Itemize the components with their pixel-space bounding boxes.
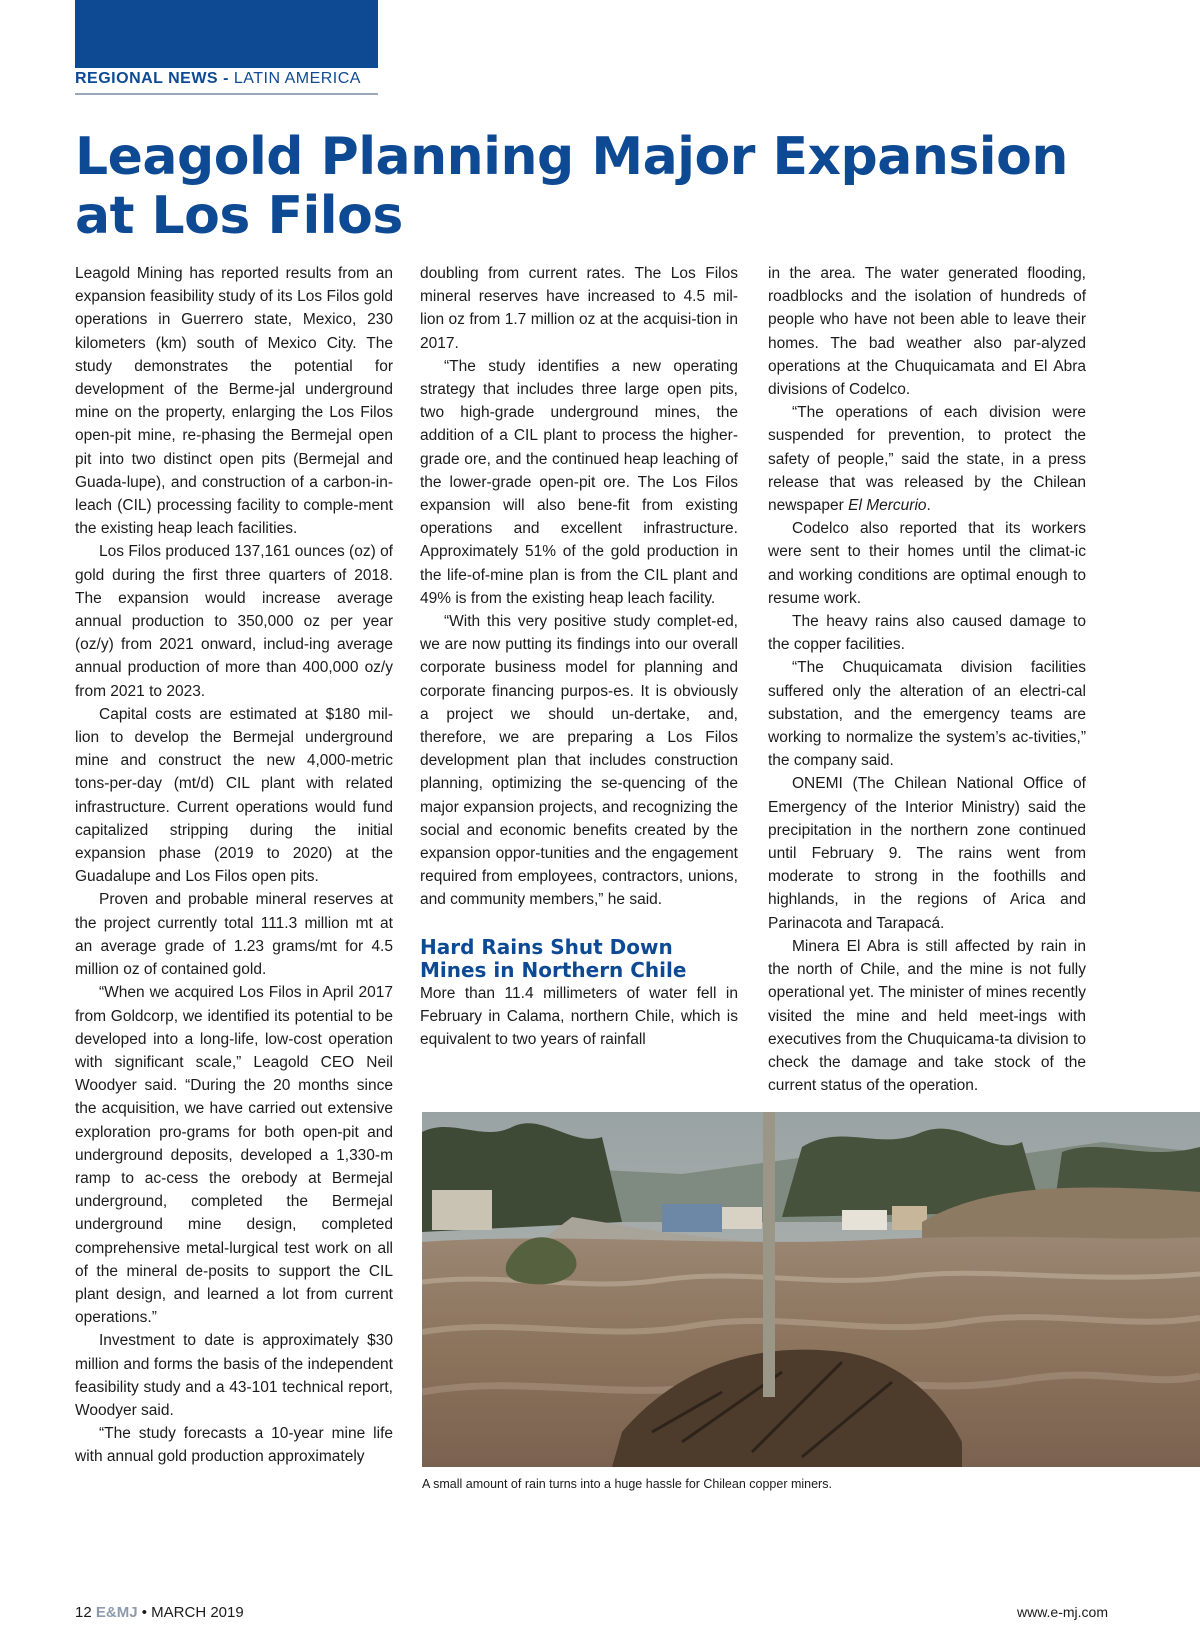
quote-text: “The operations of each division were suspended for prevention, to protect the safety of people,” said the state, in a press release that was released by the Chilean newspaper [768, 404, 1086, 515]
article-headline: Leagold Planning Major Expansion at Los Filos [75, 127, 1068, 246]
section-rule [75, 93, 378, 95]
magazine-brand: E&MJ [95, 1604, 138, 1621]
paragraph: ONEMI (The Chilean National Office of Emergency of the Interior Ministry) said the precipitation in the northern zone continued until February 9. The rains went from moderate to strong in the foothills and highlands, in the regions of Arica and Parinacota and Tarapacá. [768, 775, 1086, 932]
article-column-2 [420, 262, 738, 1051]
section-label [75, 70, 361, 88]
section-label-secondary: LATIN AMERICA [233, 70, 361, 87]
page-number: 12 [75, 1604, 92, 1621]
paragraph: Capital costs are estimated at $180 mil-lion to develop the Bermejal underground mine and construct the new 4,000-metric tons-per-day (mt/d) CIL plant with related infrastructure. Current operations would fund capitalized stripping during the initial expansion phase (2019 to 2020) at the Guadalupe and Los Filos open pits. [75, 705, 393, 886]
flood-photo-illustration [422, 1112, 1200, 1467]
article-column-3 [768, 262, 1086, 1097]
article-column-1 [75, 262, 393, 1469]
paragraph: Los Filos produced 137,161 ounces (oz) of gold during the first three quarters of 2018. The expansion would increase average annual production to 350,000 oz per year (oz/y) from 2021 onward, includ-ing average annual production of more than 400,000 oz/y from 2021 to 2023. [75, 543, 393, 700]
newspaper-name: El Mercurio [848, 497, 927, 515]
paragraph: Investment to date is approximately $30 million and forms the basis of the independent feasibility study and a 43-101 technical report, Woodyer said. [75, 1332, 393, 1419]
section-label-separator: - [223, 70, 229, 87]
flood-photo [422, 1112, 1200, 1467]
paragraph: Codelco also reported that its workers were sent to their homes until the climat-ic and working conditions are optimal enough to resume work. [768, 520, 1086, 607]
quote-end: . [926, 497, 931, 515]
footer-website: www.e-mj.com [1016, 1604, 1108, 1620]
article-subhead: Hard Rains Shut Down Mines in Northern Chile [420, 934, 687, 982]
photo-caption: A small amount of rain turns into a huge hassle for Chilean copper miners. [422, 1477, 832, 1491]
paragraph: More than 11.4 millimeters of water fell in February in Calama, northern Chile, which is equivalent to two years of rainfall [420, 984, 738, 1049]
footer-bullet: • [141, 1604, 147, 1621]
paragraph [768, 401, 1086, 517]
paragraph: “The study forecasts a 10-year mine life with annual gold production approximately [75, 1425, 393, 1466]
paragraph: “The Chuquicamata division facilities suffered only the alteration of an electri-cal substation, and the emergency teams are working to normalize the system’s ac-tivities,” the company said. [768, 659, 1086, 770]
footer-folio [75, 1604, 244, 1621]
paragraph: doubling from current rates. The Los Filos mineral reserves have increased to 4.5 mil-lion oz from 1.7 million oz at the acquisi-tion in 2017. [420, 265, 738, 352]
paragraph: The heavy rains also caused damage to the copper facilities. [768, 613, 1086, 654]
section-label-primary: REGIONAL NEWS [75, 70, 219, 87]
header-color-bar [75, 0, 378, 68]
paragraph: Leagold Mining has reported results from an expansion feasibility study of its Los Filos gold operations in Guerrero state, Mexico, 230 kilometers (km) south of Mexico City. The study demonstrates the potential for development of the Berme-jal underground mine on the property, enlarging the Los Filos open-pit mine, re-phasing the Bermejal open pit into two distinct open pits (Bermejal and Guada-lupe), and construction of a carbon-in-leach (CIL) processing facility to comple-ment the existing heap leach facilities. [75, 265, 393, 538]
paragraph: “With this very positive study complet-ed, we are now putting its findings into our overall corporate business model for planning and corporate financing purpos-es. It is obviously a project we should un-dertake, and, therefore, we are preparing a Los Filos development plan that includes construction planning, optimizing the se-quencing of the major expansion projects, and recognizing the social and economic benefits created by the expansion oppor-tunities and the engagement required from employees, contractors, unions, and community members,” he said. [420, 613, 738, 909]
issue-date: MARCH 2019 [151, 1604, 244, 1621]
paragraph: in the area. The water generated flooding, roadblocks and the isolation of hundreds of people who have not been able to leave their homes. The bad weather also par-alyzed operations at the Chuquicamata and El Abra divisions of Codelco. [768, 265, 1086, 399]
paragraph: “The study identifies a new operating strategy that includes three large open pits, two high-grade underground mines, the addition of a CIL plant to process the higher-grade ore, and the continued heap leaching of the lower-grade open-pit ore. The Los Filos expansion will also bene-fit from existing operations and excellent infrastructure. Approximately 51% of the gold production in the life-of-mine plan is from the CIL plant and 49% is from the existing heap leach facility. [420, 357, 738, 607]
paragraph: Minera El Abra is still affected by rain in the north of Chile, and the mine is not fully operational yet. The minister of mines recently visited the mine and held meet-ings with executives from the Chuquicama-ta division to check the damage and take stock of the current status of the operation. [768, 937, 1086, 1095]
paragraph: “When we acquired Los Filos in April 2017 from Goldcorp, we identified its potential to be developed into a long-life, low-cost operation with significant scale,” Leagold CEO Neil Woodyer said. “During the 20 months since the acquisition, we have carried out extensive exploration pro-grams for both open-pit and underground deposits, developed a 1,330-m ramp to ac-cess the orebody at Bermejal underground, completed the Bermejal underground mine design, completed comprehensive metal-lurgical test work on all of the mineral de-posits to support the CIL plant design, and learned a lot from current operations.” [75, 984, 393, 1327]
paragraph: Proven and probable mineral reserves at the project currently total 111.3 million mt at an average grade of 1.23 grams/mt for 4.5 million oz of contained gold. [75, 891, 393, 979]
